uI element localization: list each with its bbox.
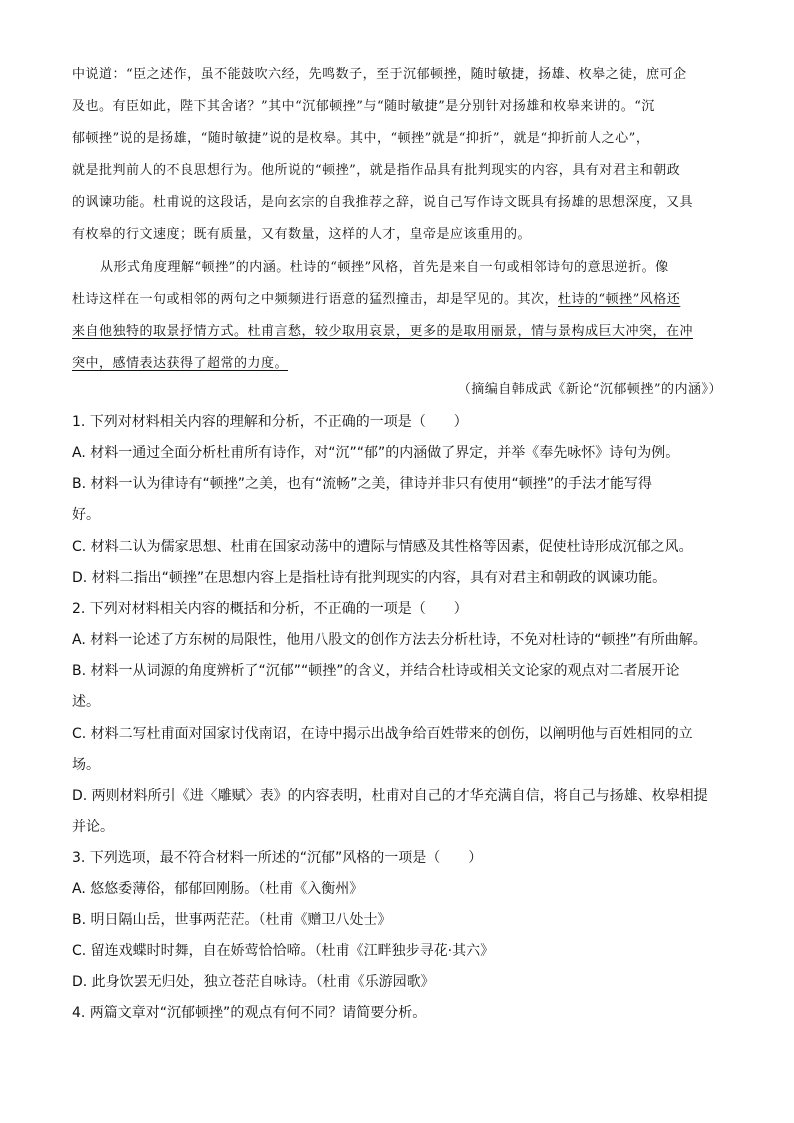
question-2-option-d: D. 两则材料所引《进〈雕赋〉表》的内容表明，杜甫对自己的才华充满自信，将自己与扬雄、枚皋相提 bbox=[72, 788, 708, 804]
question-3-option-b: B. 明日隔山岳，世事两茫茫。（杜甫《赠卫八处士》 bbox=[72, 912, 392, 928]
question-1-stem: 1. 下列对材料相关内容的理解和分析，不正确的一项是（ ） bbox=[72, 414, 468, 430]
question-2-option-b: B. 材料一从词源的角度辨析了“沉郁”“顿挫”的含义，并结合杜诗或相关文论家的观点对二者展开论 bbox=[72, 663, 680, 679]
passage-line: 郁顿挫”说的是扬雄，“随时敏捷”说的是枚皋。其中，“顿挫”就是“抑折”，就是“抑折前人之心”， bbox=[72, 131, 650, 146]
question-2-option-c-cont: 场。 bbox=[72, 757, 100, 773]
question-1-option-a: A. 材料一通过全面分析杜甫所有诗作，对“沉”“郁”的内涵做了界定，并举《奉先咏怀》诗句为例。 bbox=[72, 445, 680, 461]
passage-text: 杜诗这样在一句或相邻的两句之中频频进行语意的猛烈撞击，却是罕见的。其次， bbox=[72, 292, 559, 307]
passage-line bbox=[72, 290, 722, 310]
passage-line: 及也。有臣如此，陛下其舍诸？”其中“沉郁顿挫”与“随时敏捷”是分别针对扬雄和枚皋来讲的。“沉 bbox=[72, 99, 655, 114]
question-1-option-b-cont: 好。 bbox=[72, 507, 100, 523]
question-3-stem: 3. 下列选项，最不符合材料一所述的“沉郁”风格的一项是（ ） bbox=[72, 850, 483, 866]
question-1-option-c: C. 材料二认为儒家思想、杜甫在国家动荡中的遭际与情感及其性格等因素，促使杜诗形成沉郁之风。 bbox=[72, 539, 693, 555]
passage-line: 的讽谏功能。杜甫说的这段话，是向玄宗的自我推荐之辞，说自己写作诗文既具有扬雄的思想深度，又具 bbox=[72, 195, 694, 210]
underlined-passage-line: 突中，感情表达获得了超常的力度。 bbox=[72, 356, 289, 371]
passage-line: 有枚皋的行文速度；既有质量，又有数量，这样的人才，皇帝是应该重用的。 bbox=[72, 227, 532, 242]
question-4-stem: 4. 两篇文章对“沉郁顿挫”的观点有何不同？请简要分析。 bbox=[72, 1005, 427, 1021]
question-2-option-d-cont: 并论。 bbox=[72, 819, 114, 835]
passage-line: 从形式角度理解“顿挫”的内涵。杜诗的“顿挫”风格，首先是来自一句或相邻诗句的意思逆折。像 bbox=[100, 260, 669, 275]
question-1-option-d: D. 材料二指出“顿挫”在思想内容上是指杜诗有批判现实的内容，具有对君主和朝政的讽谏功能。 bbox=[72, 570, 667, 586]
question-1-option-b: B. 材料一认为律诗有“顿挫”之美，也有“流畅”之美，律诗并非只有使用“顿挫”的手法才能写得 bbox=[72, 476, 653, 492]
question-2-stem: 2. 下列对材料相关内容的概括和分析，不正确的一项是（ ） bbox=[72, 601, 468, 617]
question-2-option-b-cont: 述。 bbox=[72, 694, 100, 710]
question-2-option-c: C. 材料二写杜甫面对国家讨伐南诏，在诗中揭示出战争给百姓带来的创伤，以阐明他与百姓相同的立 bbox=[72, 726, 693, 742]
question-3-option-a: A. 悠悠委薄俗，郁郁回刚肠。（杜甫《入衡州》 bbox=[72, 881, 364, 897]
passage-line: 中说道：“臣之述作，虽不能鼓吹六经，先鸣数子，至于沉郁顿挫，随时敏捷，扬雄、枚皋之徒，庶可企 bbox=[72, 67, 687, 82]
question-3-option-c: C. 留连戏蝶时时舞，自在娇莺恰恰啼。（杜甫《江畔独步寻花·其六》 bbox=[72, 943, 495, 959]
passage-source: （摘编自韩成武《新论“沉郁顿挫”的内涵》） bbox=[457, 382, 722, 397]
underlined-passage-line: 来自他独特的取景抒情方式。杜甫言愁，较少取用哀景，更多的是取用丽景，情与景构成巨大冲突，在冲 bbox=[72, 324, 694, 339]
passage-line: 就是批判前人的不良思想行为。他所说的“顿挫”，就是指作品具有批判现实的内容，具有对君主和朝政 bbox=[72, 163, 681, 178]
underlined-text: 杜诗的“顿挫”风格还 bbox=[558, 292, 681, 307]
question-2-option-a: A. 材料一论述了方东树的局限性，他用八股文的创作方法去分析杜诗，不免对杜诗的“顿挫”有所曲解。 bbox=[72, 632, 707, 648]
question-3-option-d: D. 此身饮罢无归处，独立苍茫自咏诗。（杜甫《乐游园歌》 bbox=[72, 974, 435, 990]
